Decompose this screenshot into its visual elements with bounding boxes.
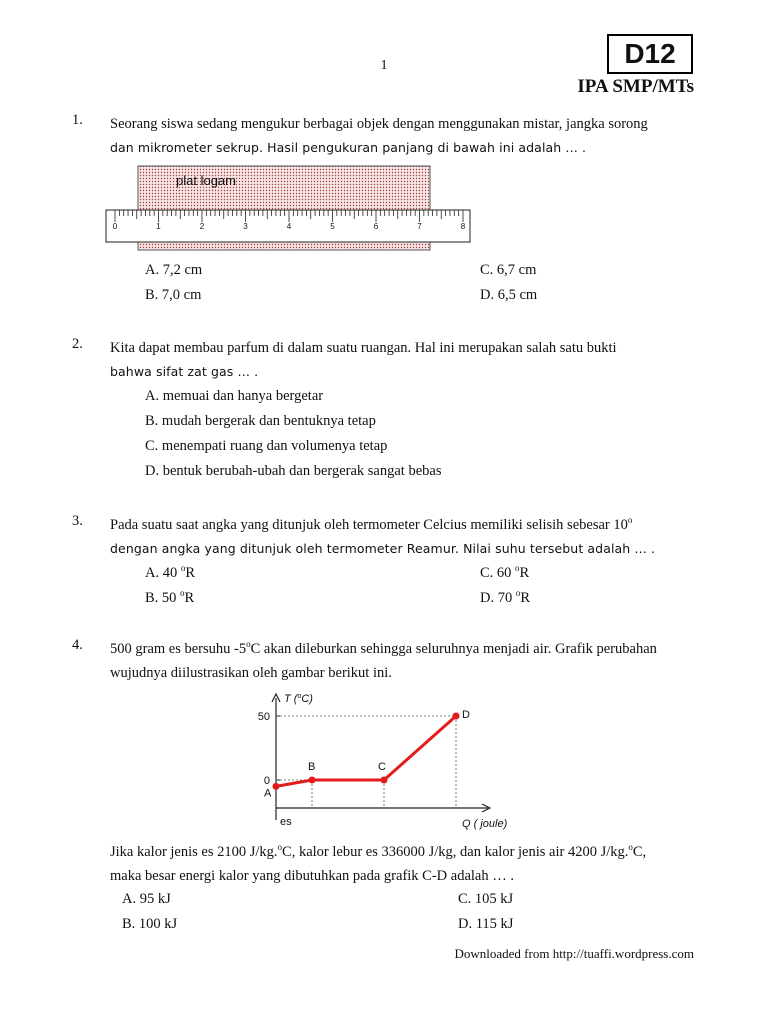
subject-title: IPA SMP/MTs bbox=[577, 76, 694, 97]
question-2-option-b[interactable]: B. mudah bergerak dan bentuknya tetap bbox=[145, 413, 376, 429]
ruler-figure bbox=[100, 162, 480, 254]
y-tick-label: 50 bbox=[257, 711, 270, 723]
question-3-option-c[interactable]: C. 60 $^o$R bbox=[480, 563, 530, 581]
question-2-option-c[interactable]: C. menempati ruang dan volumenya tetap bbox=[145, 438, 388, 454]
question-3-text-line2: dengan angka yang ditunjuk oleh termometer Reamur. Nilai suhu tersebut adalah … . bbox=[110, 541, 656, 556]
question-2-text-line2: bahwa sifat zat gas … . bbox=[110, 364, 259, 379]
question-3-option-b[interactable]: B. 50 $^o$R bbox=[145, 588, 195, 606]
question-1-option-d[interactable]: D. 6,5 cm bbox=[480, 287, 538, 303]
exam-code-box: D12 bbox=[607, 34, 693, 74]
ruler-tick-label: 1 bbox=[156, 222, 161, 231]
ruler-tick-label: 6 bbox=[373, 222, 379, 231]
question-4-option-b[interactable]: B. 100 kJ bbox=[122, 916, 178, 932]
chart-guide-lines bbox=[276, 716, 456, 808]
point-d bbox=[453, 713, 460, 720]
question-1-option-a[interactable]: A. 7,2 cm bbox=[145, 262, 203, 278]
question-1-option-b[interactable]: B. 7,0 cm bbox=[145, 287, 202, 303]
x-axis-label: Q ( joule) bbox=[462, 818, 508, 830]
question-2-number: 2. bbox=[72, 336, 83, 352]
page-number: 1 bbox=[380, 58, 388, 73]
question-1-number: 1. bbox=[72, 112, 83, 128]
point-c bbox=[381, 777, 388, 784]
y-tick-label: 0 bbox=[263, 775, 270, 787]
point-label-d: D bbox=[462, 709, 470, 721]
chart-tick-labels bbox=[258, 711, 280, 787]
y-axis-label: T ($^o$C) bbox=[284, 693, 313, 705]
question-2-text-line1: Kita dapat membau parfum di dalam suatu ruangan. Hal ini merupakan salah satu bukti bbox=[110, 340, 617, 356]
ruler-tick-label: 0 bbox=[112, 222, 118, 231]
question-1-option-c[interactable]: C. 6,7 cm bbox=[480, 262, 537, 278]
ruler-tick-label: 4 bbox=[286, 222, 292, 231]
question-2-option-d[interactable]: D. bentuk berubah-ubah dan bergerak sangat bebas bbox=[145, 463, 442, 479]
question-2-option-a[interactable]: A. memuai dan hanya bergetar bbox=[145, 388, 324, 404]
question-4-text-line1: 500 gram es bersuhu -5$^o$C akan dileburkan sehingga seluruhnya menjadi air. Grafik perubahan bbox=[110, 639, 657, 657]
question-3-number: 3. bbox=[72, 513, 83, 529]
ruler-tick-label: 7 bbox=[417, 222, 422, 231]
footer-source: Downloaded from http://tuaffi.wordpress.com bbox=[454, 946, 694, 961]
phase-change-chart bbox=[240, 688, 510, 834]
question-4-option-d[interactable]: D. 115 kJ bbox=[458, 916, 514, 932]
chart-annotation-es: es bbox=[280, 816, 292, 828]
question-4-text-line3: Jika kalor jenis es 2100 J/kg.$^o$C, kalor lebur es 336000 J/kg, dan kalor jenis air 4200 J/kg.$^o$C, bbox=[110, 842, 647, 860]
ruler-tick-label: 8 bbox=[460, 222, 466, 231]
ruler-tick-label: 5 bbox=[330, 222, 335, 231]
point-b bbox=[309, 777, 316, 784]
question-4-text-line2: wujudnya diilustrasikan oleh gambar berikut ini. bbox=[110, 665, 392, 681]
plate-label: plat logam bbox=[176, 173, 236, 188]
point-label-b: B bbox=[308, 761, 316, 773]
point-a bbox=[273, 783, 280, 790]
series-line bbox=[276, 716, 456, 786]
chart-marks bbox=[264, 709, 470, 799]
question-4-option-c[interactable]: C. 105 kJ bbox=[458, 891, 514, 907]
question-4-number: 4. bbox=[72, 637, 83, 653]
question-4-text-line4: maka besar energi kalor yang dibutuhkan pada grafik C-D adalah … . bbox=[110, 868, 514, 884]
point-label-a: A bbox=[264, 787, 272, 800]
question-3-text-line1: Pada suatu saat angka yang ditunjuk oleh termometer Celcius memiliki selisih sebesar 10$^o$ bbox=[110, 515, 633, 533]
question-3-option-a[interactable]: A. 40 $^o$R bbox=[145, 563, 196, 581]
question-1-text-line2: dan mikrometer sekrup. Hasil pengukuran panjang di bawah ini adalah … . bbox=[110, 140, 587, 155]
question-4-option-a[interactable]: A. 95 kJ bbox=[122, 891, 171, 907]
point-label-c: C bbox=[378, 761, 386, 773]
question-3-option-d[interactable]: D. 70 $^o$R bbox=[480, 588, 531, 606]
question-1-text-line1: Seorang siswa sedang mengukur berbagai objek dengan menggunakan mistar, jangka sorong bbox=[110, 116, 648, 132]
ruler-tick-label: 3 bbox=[243, 222, 248, 231]
ruler-tick-label: 2 bbox=[199, 222, 205, 231]
